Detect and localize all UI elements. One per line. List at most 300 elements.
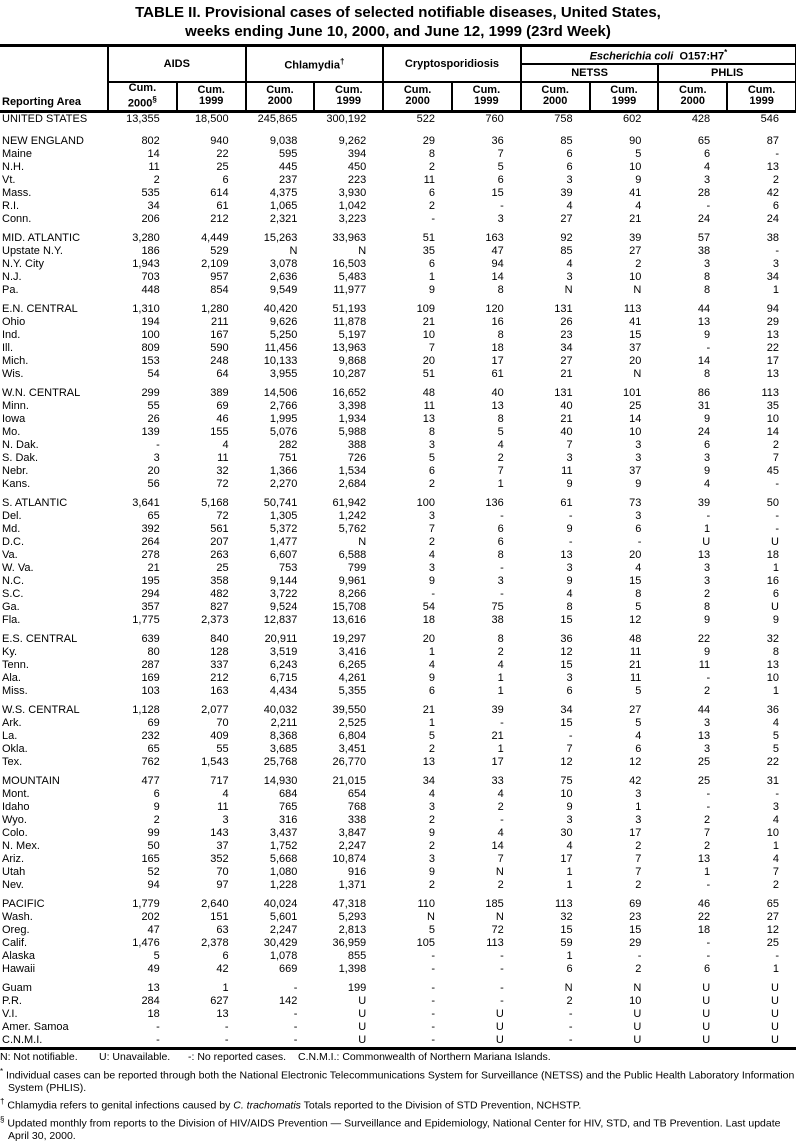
table-row xyxy=(0,200,796,213)
value-cell: 11 xyxy=(217,452,229,465)
table-row xyxy=(0,743,796,756)
value-cell: 72 xyxy=(216,510,229,523)
value-cell: N xyxy=(564,982,573,995)
value-cell: 13 xyxy=(766,161,779,174)
value-cell: 26 xyxy=(147,413,160,426)
value-cell: 8 xyxy=(704,284,711,297)
value-cell: 22 xyxy=(697,911,711,924)
value-cell: 3,078 xyxy=(269,258,298,271)
value-cell: 9,549 xyxy=(269,284,298,297)
value-cell: 1,779 xyxy=(132,898,160,911)
value-cell: 21 xyxy=(629,213,642,226)
value-cell: 97 xyxy=(216,879,229,892)
value-cell: 85 xyxy=(560,245,573,258)
value-cell: 14 xyxy=(491,840,504,853)
value-cell: 4 xyxy=(566,200,573,213)
value-cell: 1 xyxy=(772,963,779,976)
value-cell: 22 xyxy=(216,148,229,161)
value-cell: 11 xyxy=(148,161,160,174)
value-cell: 3 xyxy=(566,452,573,465)
value-cell: 1,242 xyxy=(338,510,367,523)
value-cell: 3 xyxy=(704,258,711,271)
table-row xyxy=(0,510,796,523)
table-row xyxy=(0,413,796,426)
value-cell: 20,911 xyxy=(264,633,298,646)
table-row xyxy=(0,303,796,316)
value-cell: 15 xyxy=(560,717,573,730)
table-row xyxy=(0,368,796,381)
value-cell: 7 xyxy=(566,743,573,756)
table-row xyxy=(0,316,796,329)
table-row xyxy=(0,827,796,840)
reporting-area-cell: Mo. xyxy=(2,426,21,439)
value-cell: 65 xyxy=(766,898,779,911)
value-cell: 392 xyxy=(141,523,160,536)
value-cell: 2 xyxy=(497,452,504,465)
value-cell: 13 xyxy=(697,316,711,329)
reporting-area-cell: Alaska xyxy=(2,950,36,963)
footnotes-list xyxy=(0,1065,796,1143)
value-cell: 163 xyxy=(210,685,229,698)
value-cell: 5,668 xyxy=(269,853,298,866)
value-cell: 2,525 xyxy=(338,717,367,730)
value-cell: 163 xyxy=(485,232,504,245)
value-cell: 7 xyxy=(635,853,642,866)
value-cell: 5,372 xyxy=(269,523,298,536)
value-cell: 21,015 xyxy=(332,775,367,788)
value-cell: 101 xyxy=(623,387,642,400)
value-cell: 10 xyxy=(629,995,642,1008)
value-cell: 128 xyxy=(210,646,229,659)
value-cell: 109 xyxy=(416,303,435,316)
value-cell: 7 xyxy=(566,439,573,452)
value-cell: 9 xyxy=(566,478,573,491)
value-cell: 22 xyxy=(766,342,779,355)
value-cell: U xyxy=(633,1034,642,1047)
reporting-area-cell: UNITED STATES xyxy=(2,112,88,125)
value-cell: 940 xyxy=(210,135,229,148)
value-cell: 59 xyxy=(560,937,573,950)
reporting-area-cell: Colo. xyxy=(2,827,28,840)
value-cell: 17 xyxy=(766,355,779,368)
value-cell: 186 xyxy=(141,245,160,258)
value-cell: 6 xyxy=(772,588,779,601)
value-cell: 29 xyxy=(422,135,435,148)
reporting-area-cell: Maine xyxy=(2,148,32,161)
reporting-area-cell: MID. ATLANTIC xyxy=(2,232,81,245)
value-cell: 9 xyxy=(566,523,573,536)
value-cell: 151 xyxy=(210,911,229,924)
value-cell: 110 xyxy=(417,898,435,911)
value-cell: 13 xyxy=(422,756,435,769)
value-cell: - xyxy=(431,588,435,601)
value-cell: 69 xyxy=(147,717,160,730)
reporting-area-cell: NEW ENGLAND xyxy=(2,135,84,148)
value-cell: U xyxy=(358,1008,367,1021)
value-cell: - xyxy=(156,1021,160,1034)
value-cell: 12 xyxy=(629,756,642,769)
value-cell: 99 xyxy=(147,827,160,840)
value-cell: 4 xyxy=(497,659,504,672)
value-cell: 916 xyxy=(347,866,367,879)
value-cell: 3,930 xyxy=(338,187,367,200)
value-cell: 8 xyxy=(704,271,711,284)
value-cell: 6,243 xyxy=(269,659,298,672)
table-row xyxy=(0,245,796,258)
value-cell: 2 xyxy=(428,200,435,213)
value-cell: 5 xyxy=(153,950,160,963)
value-cell: 21 xyxy=(491,730,504,743)
value-cell: 3 xyxy=(772,258,779,271)
value-cell: 199 xyxy=(347,982,367,995)
value-cell: 9,868 xyxy=(338,355,367,368)
value-cell: 3 xyxy=(704,743,711,756)
value-cell: 92 xyxy=(560,232,573,245)
value-cell: 38 xyxy=(491,614,504,627)
table-row xyxy=(0,575,796,588)
value-cell: 2 xyxy=(635,840,642,853)
value-cell: 2 xyxy=(772,879,779,892)
value-cell: 1 xyxy=(428,271,435,284)
value-cell: 5 xyxy=(635,685,642,698)
value-cell: 2,373 xyxy=(201,614,229,627)
value-cell: 2 xyxy=(428,536,435,549)
footnote: § Updated monthly from reports to the Division of HIV/AIDS Prevention — Surveillance and Epidemiology, National Center for HIV, STD, and TB Prevention. Last update April 30, 2000. xyxy=(0,1114,781,1143)
value-cell: 6 xyxy=(497,523,504,536)
value-cell: 21 xyxy=(147,562,160,575)
value-cell: 3 xyxy=(428,510,435,523)
value-cell: 131 xyxy=(554,303,573,316)
value-cell: 717 xyxy=(210,775,229,788)
value-cell: 4 xyxy=(497,788,504,801)
value-cell: 6 xyxy=(772,200,779,213)
value-cell: 27 xyxy=(629,245,642,258)
table-title-line2: weeks ending June 10, 2000, and June 12, 1999 (23rd Week) xyxy=(185,23,611,40)
table-row xyxy=(0,174,796,187)
value-cell: 6 xyxy=(704,963,711,976)
legend-cnmi: C.N.M.I.: Commonwealth of Northern Mariana Islands. xyxy=(298,1050,551,1063)
value-cell: 9 xyxy=(704,329,711,342)
value-cell: 21 xyxy=(560,368,573,381)
value-cell: 48 xyxy=(422,387,435,400)
value-cell: 8 xyxy=(497,549,504,562)
value-cell: 394 xyxy=(347,148,367,161)
value-cell: 2,321 xyxy=(269,213,298,226)
value-cell: 34 xyxy=(560,342,573,355)
value-cell: 25 xyxy=(697,775,711,788)
value-cell: 4,449 xyxy=(201,232,229,245)
value-cell: 13 xyxy=(766,659,779,672)
value-cell: 20 xyxy=(422,633,435,646)
value-cell: 703 xyxy=(141,271,160,284)
reporting-area-cell: Md. xyxy=(2,523,21,536)
table-row xyxy=(0,161,796,174)
value-cell: 6,588 xyxy=(338,549,367,562)
reporting-area-cell: MOUNTAIN xyxy=(2,775,60,788)
reporting-area-cell: Mass. xyxy=(2,187,32,200)
value-cell: - xyxy=(431,982,435,995)
value-cell: 28 xyxy=(697,187,711,200)
value-cell: - xyxy=(775,245,779,258)
value-cell: 5 xyxy=(635,717,642,730)
value-cell: 4 xyxy=(772,814,779,827)
value-cell: 41 xyxy=(629,316,642,329)
value-cell: 30 xyxy=(560,827,573,840)
value-cell: 40 xyxy=(560,400,573,413)
value-cell: 24 xyxy=(697,426,711,439)
value-cell: U xyxy=(495,1021,504,1034)
value-cell: 9 xyxy=(428,284,435,297)
value-cell: 25 xyxy=(216,161,229,174)
value-cell: 113 xyxy=(486,937,504,950)
value-cell: 3 xyxy=(772,801,779,814)
value-cell: 73 xyxy=(629,497,642,510)
table-row xyxy=(0,717,796,730)
value-cell: 20 xyxy=(629,355,642,368)
value-cell: 9 xyxy=(635,174,642,187)
value-cell: 34 xyxy=(560,704,573,717)
value-cell: 11 xyxy=(629,646,642,659)
value-cell: 5 xyxy=(497,426,504,439)
value-cell: 57 xyxy=(697,232,711,245)
value-cell: 21 xyxy=(422,704,435,717)
value-cell: 12 xyxy=(560,756,573,769)
value-cell: 55 xyxy=(147,400,160,413)
value-cell: 18 xyxy=(766,549,779,562)
table-row xyxy=(0,704,796,717)
value-cell: 4 xyxy=(635,200,642,213)
value-cell: 10,874 xyxy=(332,853,367,866)
value-cell: 22 xyxy=(766,756,779,769)
value-cell: 25,768 xyxy=(263,756,298,769)
value-cell: 61 xyxy=(491,368,504,381)
value-cell: 9 xyxy=(428,672,435,685)
footnote-marker: † xyxy=(0,1097,5,1107)
value-cell: 2,766 xyxy=(269,400,298,413)
value-cell: 3,641 xyxy=(132,497,160,510)
value-cell: U xyxy=(702,982,711,995)
value-cell: 29 xyxy=(629,937,642,950)
value-cell: 3 xyxy=(428,439,435,452)
value-cell: 185 xyxy=(485,898,504,911)
value-cell: 143 xyxy=(210,827,229,840)
value-cell: 2,247 xyxy=(338,840,367,853)
value-cell: 113 xyxy=(623,303,642,316)
value-cell: 46 xyxy=(216,413,229,426)
value-cell: 11,456 xyxy=(264,342,298,355)
value-cell: 5 xyxy=(428,452,435,465)
reporting-area-cell: Ariz. xyxy=(2,853,24,866)
table-row xyxy=(0,271,796,284)
value-cell: - xyxy=(293,1034,298,1047)
value-cell: 4 xyxy=(428,659,435,672)
value-cell: 6,715 xyxy=(269,672,298,685)
value-cell: 206 xyxy=(141,213,160,226)
value-cell: 18 xyxy=(147,1008,160,1021)
value-cell: 9 xyxy=(566,801,573,814)
reporting-area-cell: Nev. xyxy=(2,879,24,892)
value-cell: 25 xyxy=(216,562,229,575)
value-cell: 12 xyxy=(629,614,642,627)
value-cell: 6 xyxy=(222,950,229,963)
reporting-area-cell: Iowa xyxy=(2,413,26,426)
value-cell: 4,261 xyxy=(338,672,367,685)
value-cell: 684 xyxy=(279,788,298,801)
value-cell: 4 xyxy=(497,439,504,452)
value-cell: - xyxy=(500,717,504,730)
reporting-area-cell: W.S. CENTRAL xyxy=(2,704,80,717)
table-row xyxy=(0,135,796,148)
value-cell: 4 xyxy=(497,827,504,840)
value-cell: 5,197 xyxy=(338,329,367,342)
value-cell: - xyxy=(500,814,504,827)
value-cell: 535 xyxy=(141,187,160,200)
table-row xyxy=(0,814,796,827)
value-cell: 56 xyxy=(147,478,160,491)
value-cell: 27 xyxy=(766,911,779,924)
value-cell: 8 xyxy=(566,601,573,614)
value-cell: 33 xyxy=(491,775,504,788)
value-cell: 10 xyxy=(629,161,642,174)
column-group-ecoli xyxy=(521,46,796,65)
value-cell: - xyxy=(706,950,711,963)
value-cell: 2 xyxy=(428,879,435,892)
value-cell: 86 xyxy=(697,387,711,400)
value-cell: U xyxy=(771,536,779,549)
footnote: * Individual cases can be reported through both the National Electronic Telecommunications System for Surveillance (NETSS) and the Public Health Laboratory Information System (PHLIS). xyxy=(0,1066,795,1095)
value-cell: 8 xyxy=(428,426,435,439)
value-cell: 5,076 xyxy=(269,426,298,439)
value-cell: 4 xyxy=(428,549,435,562)
value-cell: 9,626 xyxy=(269,316,298,329)
value-cell: 13 xyxy=(766,329,779,342)
value-cell: 1 xyxy=(497,743,504,756)
value-cell: 3,519 xyxy=(269,646,298,659)
value-cell: 1 xyxy=(566,879,573,892)
value-cell: 8 xyxy=(704,601,711,614)
value-cell: - xyxy=(156,439,160,452)
value-cell: 69 xyxy=(216,400,229,413)
reporting-area-cell: S. Dak. xyxy=(2,452,39,465)
value-cell: - xyxy=(568,1008,573,1021)
value-cell: 75 xyxy=(491,601,504,614)
value-cell: 63 xyxy=(216,924,229,937)
value-cell: 14 xyxy=(766,426,779,439)
value-cell: 2 xyxy=(704,685,711,698)
value-cell: 50 xyxy=(766,497,779,510)
value-cell: 9 xyxy=(635,478,642,491)
value-cell: 957 xyxy=(210,271,229,284)
reporting-area-cell: La. xyxy=(2,730,18,743)
value-cell: - xyxy=(431,1021,435,1034)
value-cell: 15 xyxy=(560,924,573,937)
table-row xyxy=(0,659,796,672)
value-cell: 299 xyxy=(141,387,160,400)
value-cell: 100 xyxy=(416,497,435,510)
value-cell: 3 xyxy=(566,814,573,827)
value-cell: 37 xyxy=(216,840,229,853)
value-cell: 3 xyxy=(497,575,504,588)
value-cell: 35 xyxy=(766,400,779,413)
value-cell: 13,616 xyxy=(332,614,367,627)
value-cell: 482 xyxy=(210,588,229,601)
table-row xyxy=(0,646,796,659)
value-cell: 8,266 xyxy=(338,588,367,601)
legend-unavailable: U: Unavailable. xyxy=(99,1050,171,1063)
value-cell: 5,250 xyxy=(269,329,298,342)
value-cell: N xyxy=(289,245,298,258)
value-cell: U xyxy=(702,1021,711,1034)
value-cell: 546 xyxy=(760,112,779,125)
value-cell: 13,355 xyxy=(126,112,160,125)
table-row xyxy=(0,633,796,646)
value-cell: N xyxy=(564,284,573,297)
value-cell: 854 xyxy=(210,284,229,297)
value-cell: 5 xyxy=(497,161,504,174)
reporting-area-cell: C.N.M.I. xyxy=(2,1034,43,1047)
value-cell: 5,355 xyxy=(338,685,367,698)
column-group-phlis: PHLIS xyxy=(658,64,796,82)
value-cell: 237 xyxy=(279,174,298,187)
reporting-area-cell: Wis. xyxy=(2,368,24,381)
value-cell: 5,168 xyxy=(201,497,229,510)
value-cell: - xyxy=(568,1021,573,1034)
value-cell: 2 xyxy=(704,840,711,853)
value-cell: 3 xyxy=(704,174,711,187)
reporting-area-cell: N.H. xyxy=(2,161,24,174)
value-cell: 2 xyxy=(497,646,504,659)
value-cell: 1,775 xyxy=(132,614,160,627)
reporting-area-cell: Fla. xyxy=(2,614,21,627)
table-row xyxy=(0,950,796,963)
legend-line xyxy=(0,1051,796,1065)
value-cell: - xyxy=(431,213,435,226)
value-cell: - xyxy=(431,1034,435,1047)
value-cell: N xyxy=(358,245,367,258)
value-cell: 7 xyxy=(772,866,779,879)
value-cell: 39 xyxy=(560,187,573,200)
reporting-area-cell: N. Mex. xyxy=(2,840,40,853)
value-cell: 3 xyxy=(704,575,711,588)
value-cell: 212 xyxy=(210,213,229,226)
value-cell: 120 xyxy=(485,303,504,316)
value-cell: 2 xyxy=(497,801,504,814)
value-cell: 1,078 xyxy=(269,950,298,963)
value-cell: 10 xyxy=(629,426,642,439)
value-cell: 25 xyxy=(766,937,779,950)
table-row xyxy=(0,601,796,614)
value-cell: 40,024 xyxy=(263,898,298,911)
value-cell: U xyxy=(771,1034,779,1047)
value-cell: 11 xyxy=(217,801,229,814)
value-cell: 3 xyxy=(153,452,160,465)
value-cell: - xyxy=(500,510,504,523)
value-cell: 4,375 xyxy=(269,187,298,200)
value-cell: 7 xyxy=(497,465,504,478)
table-row xyxy=(0,497,796,510)
value-cell: 9 xyxy=(153,801,160,814)
value-cell: 64 xyxy=(216,368,229,381)
value-cell: 38 xyxy=(766,232,779,245)
value-cell: 36 xyxy=(560,633,573,646)
value-cell: 13 xyxy=(147,982,160,995)
value-cell: 3 xyxy=(566,174,573,187)
reporting-area-cell: Pa. xyxy=(2,284,19,297)
reporting-area-cell: Okla. xyxy=(2,743,28,756)
subcol-phlis-cum-1999: Cum. 1999 xyxy=(727,82,796,111)
value-cell: 20 xyxy=(147,465,160,478)
value-cell: 5 xyxy=(772,730,779,743)
